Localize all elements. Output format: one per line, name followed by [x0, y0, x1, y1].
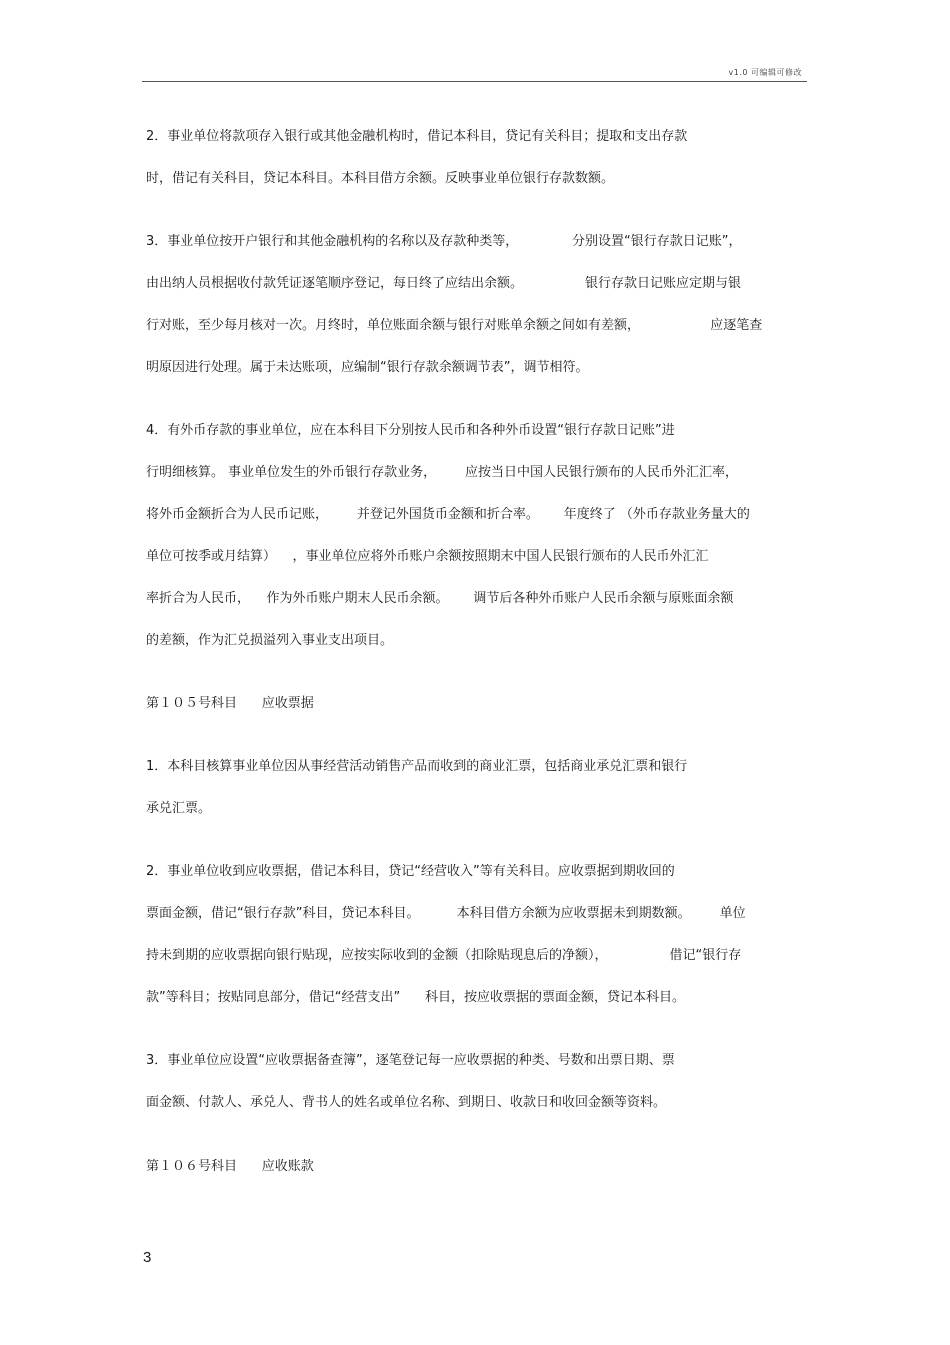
- text-line: 明原因进行处理。属于未达账项，应编制“银行存款余额调节表”，调节相符。: [146, 360, 589, 375]
- text-line: 票面金额，借记“银行存款”科目，贷记本科目。 本科目借方余额为应收票据未到期数额。 单位: [146, 906, 746, 921]
- text-line: 4．有外币存款的事业单位，应在本科目下分别按人民币和各种外币设置“银行存款日记账”进: [146, 423, 675, 438]
- header-tag: v1.0 可编辑可修改: [728, 68, 802, 77]
- section-heading-106: 第１０６号科目 应收账款: [146, 1159, 314, 1174]
- text-line: 单位可按季或月结算） ，事业单位应将外币账户余额按照期末中国人民银行颁布的人民币外汇汇: [146, 549, 709, 564]
- header-rule: [142, 81, 807, 82]
- section-heading-105: 第１０５号科目 应收票据: [146, 696, 314, 711]
- page-number: 3: [143, 1249, 152, 1266]
- text-line: 时，借记有关科目，贷记本科目。本科目借方余额。反映事业单位银行存款数额。: [146, 171, 615, 186]
- text-line: 持未到期的应收票据向银行贴现，应按实际收到的金额（扣除贴现息后的净额）， 借记“银行存: [146, 948, 742, 963]
- text-line: 面金额、付款人、承兑人、背书人的姓名或单位名称、到期日、收款日和收回金额等资料。: [146, 1095, 667, 1110]
- text-line: 行对账，至少每月核对一次。月终时，单位账面余额与银行对账单余额之间如有差额， 应逐笔查: [146, 318, 763, 333]
- text-line: 承兑汇票。: [146, 801, 212, 816]
- text-line: 3．事业单位按开户银行和其他金融机构的名称以及存款种类等， 分别设置“银行存款日记账”，: [146, 234, 742, 249]
- text-line: 2．事业单位收到应收票据，借记本科目，贷记“经营收入”等有关科目。应收票据到期收回的: [146, 864, 675, 879]
- text-line: 率折合为人民币， 作为外币账户期末人民币余额。 调节后各种外币账户人民币余额与原账面余额: [146, 591, 734, 606]
- text-line: 由出纳人员根据收付款凭证逐笔顺序登记，每日终了应结出余额。 银行存款日记账应定期与银: [146, 276, 741, 291]
- text-line: 1．本科目核算事业单位因从事经营活动销售产品而收到的商业汇票，包括商业承兑汇票和银行: [146, 759, 688, 774]
- text-line: 3．事业单位应设置“应收票据备查簿”，逐笔登记每一应收票据的种类、号数和出票日期、票: [146, 1053, 675, 1068]
- text-line: 行明细核算。 事业单位发生的外币银行存款业务， 应按当日中国人民银行颁布的人民币外汇汇率，: [146, 465, 739, 480]
- text-line: 的差额，作为汇兑损溢列入事业支出项目。: [146, 633, 394, 648]
- text-line: 2．事业单位将款项存入银行或其他金融机构时，借记本科目，贷记有关科目；提取和支出存款: [146, 129, 688, 144]
- text-line: 款”等科目；按贴同息部分，借记“经营支出” 科目，按应收票据的票面金额，贷记本科目。: [146, 990, 685, 1005]
- text-line: 将外币金额折合为人民币记账， 并登记外国货币金额和折合率。 年度终了 （外币存款业务量大的: [146, 507, 750, 522]
